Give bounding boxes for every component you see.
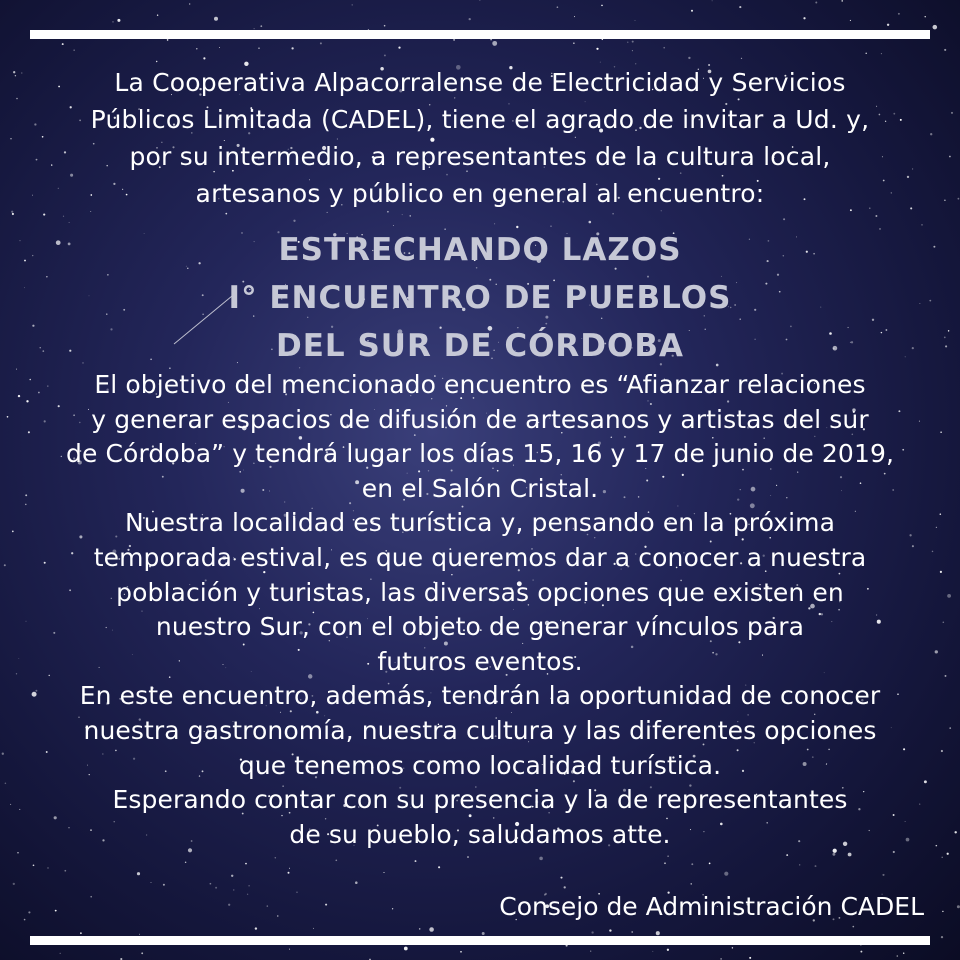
star: [402, 214, 403, 215]
star: [10, 138, 11, 139]
star: [688, 57, 690, 59]
star: [850, 20, 851, 21]
star: [5, 783, 7, 785]
star: [945, 345, 947, 347]
body-line: y generar espacios de difusión de artesanos y artistas del sur: [91, 404, 869, 434]
star: [652, 951, 653, 952]
star: [691, 10, 693, 12]
star: [709, 863, 711, 865]
star: [841, 0, 843, 2]
star: [612, 213, 614, 215]
star: [632, 50, 633, 51]
star: [74, 50, 75, 51]
star: [112, 21, 113, 22]
star: [69, 222, 70, 223]
star: [600, 62, 601, 63]
star: [2, 753, 4, 755]
star: [631, 931, 633, 933]
star: [189, 3, 190, 4]
star: [24, 260, 26, 262]
star: [141, 952, 143, 954]
star: [720, 958, 722, 960]
star: [601, 5, 603, 7]
intro-line: La Cooperativa Alpacorralense de Electricidad y Servicios: [114, 68, 846, 97]
intro-line: Públicos Limitada (CADEL), tiene el agrado de invitar a Ud. y,: [90, 105, 870, 134]
star: [947, 853, 949, 855]
star: [32, 255, 33, 256]
star: [24, 287, 25, 288]
star: [289, 949, 290, 950]
star: [933, 246, 935, 248]
star: [921, 224, 922, 225]
star: [260, 25, 262, 27]
body-line: El objetivo del mencionado encuentro es “Afianzar relaciones: [94, 370, 866, 399]
title-line: ESTRECHANDO LAZOS: [278, 232, 682, 268]
star: [196, 48, 197, 49]
star: [24, 919, 26, 921]
title-line: DEL SUR DE CÓRDOBA: [276, 328, 684, 364]
star: [539, 857, 543, 861]
star: [233, 889, 234, 890]
body-line: Nuestra localidad es turística y, pensando en la próxima: [124, 508, 836, 538]
star: [799, 864, 800, 865]
star: [832, 853, 835, 856]
star: [739, 6, 741, 8]
star: [691, 863, 693, 865]
star: [335, 859, 337, 861]
star: [589, 221, 592, 224]
star: [951, 112, 953, 114]
star: [28, 911, 30, 913]
body-line: temporada estival, es que queremos dar a conocer a nuestra: [93, 542, 867, 572]
star: [64, 870, 66, 872]
star: [667, 855, 669, 857]
bottom-rule: [30, 936, 930, 945]
body-line: en el Salón Cristal.: [361, 473, 599, 503]
title-line: I° ENCUENTRO DE PUEBLOS: [228, 280, 732, 316]
star: [957, 905, 960, 908]
star: [438, 866, 440, 868]
star: [255, 927, 257, 929]
star: [635, 20, 636, 21]
star: [881, 53, 882, 54]
body-line: de su pueblo, saludamos atte.: [289, 819, 671, 849]
body-line: población y turistas, las diversas opciones que existen en: [116, 577, 844, 607]
star: [897, 955, 899, 957]
star: [383, 872, 384, 873]
star: [157, 15, 158, 16]
star: [786, 854, 788, 856]
star: [860, 945, 861, 946]
star: [898, 13, 900, 15]
star: [167, 39, 169, 41]
star: [903, 953, 904, 954]
star: [419, 928, 421, 930]
star: [63, 216, 64, 217]
star: [656, 931, 660, 935]
star: [245, 863, 247, 865]
star: [948, 330, 949, 331]
star: [942, 911, 943, 912]
body-line: Esperando contar con su presencia y la de representantes: [112, 785, 848, 815]
star: [933, 25, 938, 30]
star: [398, 47, 400, 49]
star: [289, 868, 290, 869]
star: [492, 41, 497, 46]
star: [664, 862, 666, 864]
star: [944, 199, 946, 201]
star: [7, 416, 9, 418]
top-rule: [30, 30, 930, 39]
star: [453, 39, 455, 41]
star: [848, 853, 852, 857]
star: [875, 215, 877, 217]
star: [815, 865, 817, 867]
star: [4, 564, 6, 566]
star: [741, 58, 742, 59]
star: [11, 211, 13, 213]
star: [783, 218, 785, 220]
star: [60, 953, 61, 954]
star: [560, 877, 562, 879]
star: [248, 885, 250, 887]
star: [712, 0, 713, 1]
star: [384, 54, 386, 56]
star: [941, 936, 943, 938]
star: [325, 904, 327, 906]
star: [482, 932, 485, 935]
star: [627, 42, 628, 43]
body-line: que tenemos como localidad turística.: [238, 750, 722, 780]
star: [494, 224, 495, 225]
star: [277, 915, 278, 916]
star: [20, 240, 21, 241]
star: [219, 47, 220, 48]
star: [156, 61, 157, 62]
star: [320, 42, 322, 44]
star: [258, 48, 259, 49]
star: [117, 19, 120, 22]
body-line: nuestro Sur, con el objeto de generar vínculos para: [155, 612, 805, 642]
event-title: [40, 226, 920, 370]
star: [296, 892, 297, 893]
star: [929, 300, 931, 302]
star: [469, 18, 471, 20]
star: [215, 887, 217, 889]
star: [410, 215, 411, 216]
star: [724, 872, 728, 876]
star: [860, 951, 862, 953]
star: [275, 857, 276, 858]
star: [80, 932, 82, 934]
star: [151, 882, 152, 883]
star: [865, 53, 866, 54]
star: [632, 41, 634, 43]
star: [590, 951, 591, 952]
star: [47, 867, 48, 868]
star: [139, 934, 140, 935]
star: [490, 39, 492, 41]
star: [13, 883, 15, 885]
star: [62, 43, 64, 45]
star: [214, 17, 218, 21]
star: [941, 857, 942, 858]
star: [564, 886, 566, 888]
star: [925, 16, 926, 17]
star: [293, 220, 295, 222]
star: [954, 831, 956, 833]
star: [667, 949, 669, 951]
star: [404, 947, 408, 951]
star: [228, 904, 230, 906]
star: [591, 931, 593, 933]
star: [852, 926, 854, 928]
star: [415, 860, 417, 862]
star: [663, 47, 665, 49]
body-line: de Córdoba” y tendrá lugar los días 15, 16 y 17 de junio de 2019,: [66, 439, 894, 469]
star: [313, 928, 314, 929]
star: [43, 214, 45, 216]
star: [210, 883, 212, 885]
star: [32, 325, 34, 327]
star: [384, 25, 386, 27]
star: [355, 881, 358, 884]
star: [958, 198, 960, 200]
star: [557, 6, 559, 8]
star: [392, 908, 393, 909]
star: [225, 213, 227, 215]
star: [949, 156, 951, 158]
star: [429, 927, 434, 932]
star: [267, 905, 268, 906]
star: [467, 856, 469, 858]
star: [691, 883, 692, 884]
star: [231, 875, 233, 877]
star: [944, 49, 946, 51]
signature: Consejo de Administración CADEL: [499, 892, 924, 921]
body-line: futuros eventos.: [377, 646, 583, 676]
intro-line: artesanos y público en general al encuentro:: [195, 179, 765, 208]
star: [137, 872, 140, 875]
star: [203, 57, 205, 59]
star: [803, 17, 805, 19]
star: [573, 43, 574, 44]
star: [882, 874, 884, 876]
star: [247, 894, 248, 895]
star: [944, 337, 946, 339]
star: [291, 47, 293, 49]
star: [16, 98, 18, 100]
star: [609, 929, 611, 931]
body-line: nuestra gastronomía, nuestra cultura y las diferentes opciones: [83, 715, 877, 745]
star: [13, 71, 15, 73]
star: [596, 48, 598, 50]
star: [12, 213, 14, 215]
intro-line: por su intermedio, a representantes de la cultura local,: [129, 142, 831, 171]
star: [33, 864, 35, 866]
intro-paragraph: [20, 64, 940, 212]
star: [15, 75, 16, 76]
star: [352, 4, 353, 5]
star: [90, 896, 92, 898]
body-text: [10, 368, 950, 852]
star: [574, 16, 575, 17]
star: [288, 872, 290, 874]
star: [55, 910, 57, 912]
star: [460, 951, 462, 953]
star: [887, 24, 889, 26]
body-line: En este encuentro, además, tendrán la oportunidad de conocer: [79, 681, 881, 711]
star: [163, 884, 165, 886]
star: [732, 947, 733, 948]
star: [185, 862, 186, 863]
star: [815, 2, 817, 4]
star: [749, 957, 751, 959]
